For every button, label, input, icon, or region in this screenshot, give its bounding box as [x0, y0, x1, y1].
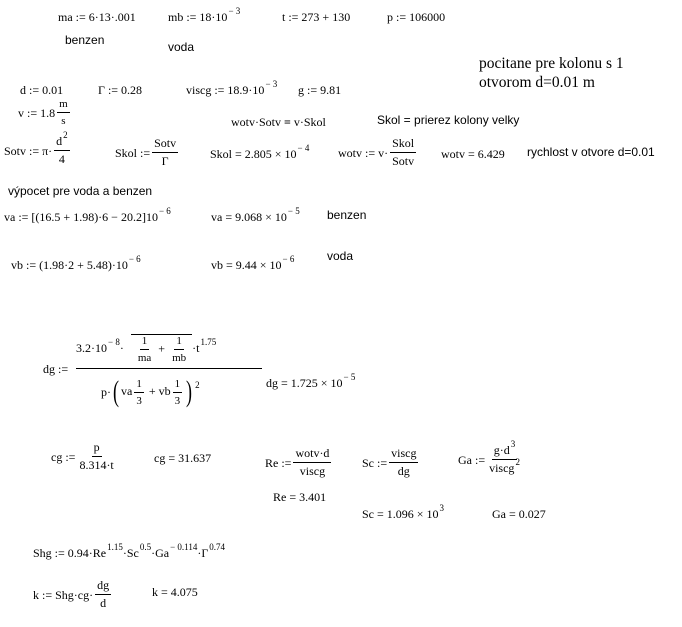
- sc-num: viscg: [389, 447, 418, 463]
- sc-den: dg: [397, 464, 410, 479]
- dg-res-text: dg = 1.725 × 10: [266, 376, 343, 390]
- dg-sqrt-b-num: 1: [174, 335, 184, 350]
- note-line1[interactable]: pocitane pre kolonu s 1: [479, 55, 624, 72]
- wotv-lhs: wotv := v·: [338, 145, 389, 160]
- dg-den-exp: 2: [195, 379, 200, 390]
- sotv-definition[interactable]: [4, 130, 72, 167]
- cg-num: p: [92, 441, 102, 457]
- cg-fraction: [77, 441, 115, 472]
- viscg-exponent: − 3: [265, 79, 278, 89]
- dg-den-exp-a-den: 3: [136, 394, 142, 407]
- re-fraction: [293, 447, 331, 478]
- va-def-exp: − 6: [158, 206, 171, 216]
- viscg-definition[interactable]: [186, 79, 278, 97]
- sc-result[interactable]: [362, 503, 445, 521]
- skol-num: Sotv: [152, 137, 178, 153]
- dg-den-rparen: ): [186, 375, 193, 408]
- vb-def-text: vb := (1.98·2 + 5.48)·10: [11, 258, 128, 272]
- dg-sqrt-b-den: mb: [172, 352, 187, 365]
- shg-d-exp: 0.74: [209, 542, 226, 552]
- vb-res-exp: − 6: [282, 254, 295, 264]
- v-unit-fraction: [57, 98, 70, 127]
- dg-result[interactable]: [266, 372, 356, 390]
- va-definition[interactable]: [4, 206, 171, 224]
- sotv-den: 4: [58, 152, 65, 167]
- ga-fraction: [487, 439, 522, 476]
- re-definition[interactable]: [265, 447, 333, 478]
- wotv-result[interactable]: wotv = 6.429: [441, 147, 505, 161]
- wotv-fraction: [390, 137, 416, 168]
- va-result[interactable]: [211, 206, 300, 224]
- shg-a-exp: 1.15: [107, 542, 123, 552]
- wotv-num: Skol: [390, 137, 416, 153]
- re-lhs: Re :=: [265, 455, 292, 470]
- dg-t-part: ·t: [192, 340, 200, 355]
- shg-c: ·Ga: [151, 546, 170, 560]
- dg-denominator: [101, 377, 200, 407]
- ga-den-base: viscg: [489, 461, 515, 476]
- benzen-label[interactable]: benzen: [327, 208, 367, 222]
- cg-lhs: cg :=: [51, 449, 76, 464]
- v-unit-den: s: [61, 115, 66, 128]
- wotv-eq-lhs: wotv·Sotv: [231, 115, 282, 129]
- dg-den-exp-b: [173, 378, 183, 407]
- ga-den-exp: 2: [515, 457, 520, 468]
- dg-den-lparen: (: [113, 375, 119, 408]
- ga-result[interactable]: Ga = 0.027: [492, 507, 546, 521]
- dg-sqrt-a-num: 1: [140, 335, 150, 350]
- skol-res-exp: − 4: [297, 143, 310, 153]
- dg-den-exp-b-num: 1: [173, 378, 183, 393]
- shg-a: Shg := 0.94·Re: [33, 546, 107, 560]
- ga-num-exp: 3: [510, 439, 516, 449]
- sc-lhs: Sc :=: [362, 455, 388, 470]
- va-res-exp: − 5: [287, 206, 300, 216]
- wotv-eq-op: =: [284, 115, 291, 129]
- k-lhs: k := Shg·cg·: [33, 587, 94, 602]
- ga-num-base: g·d: [493, 443, 510, 457]
- skol-fraction: [152, 137, 178, 168]
- cg-definition[interactable]: [51, 441, 118, 472]
- sotv-lhs: Sotv := π·: [4, 143, 53, 158]
- mb-text: mb := 18·10: [168, 10, 228, 24]
- voda-label-top[interactable]: voda: [168, 40, 195, 54]
- shg-b-exp: 0.5: [139, 542, 152, 552]
- dg-sqrt-a-den: ma: [137, 352, 152, 365]
- vb-def-exp: − 6: [128, 254, 141, 264]
- vb-result[interactable]: [211, 254, 295, 272]
- dg-numerator: [76, 334, 216, 364]
- wotv-sotv-equation[interactable]: [231, 116, 326, 128]
- v-unit-num: m: [57, 98, 70, 113]
- skol-result[interactable]: [210, 143, 310, 161]
- viscg-text: viscg := 18.9·10: [186, 83, 265, 97]
- ga-den: [487, 457, 522, 476]
- gamma-definition[interactable]: Γ := 0.28: [98, 83, 143, 97]
- ma-definition[interactable]: ma := 6·13·.001: [58, 10, 136, 24]
- k-num: dg: [95, 579, 111, 595]
- ga-definition[interactable]: [458, 439, 524, 476]
- rychlost-note[interactable]: rychlost v otvore d=0.01: [527, 145, 655, 159]
- sc-res-exp: 3: [439, 503, 445, 513]
- sotv-num-base: d: [56, 134, 63, 148]
- k-result[interactable]: k = 4.075: [152, 585, 198, 599]
- shg-definition[interactable]: [33, 542, 226, 560]
- dg-den-exp-b-den: 3: [174, 394, 181, 407]
- sc-definition[interactable]: [362, 447, 420, 478]
- dg-lhs: dg :=: [43, 362, 69, 376]
- wotv-definition[interactable]: [338, 137, 418, 168]
- mb-definition[interactable]: [168, 6, 241, 24]
- v-definition[interactable]: [18, 98, 72, 127]
- vypocet-label[interactable]: výpocet pre voda a benzen: [8, 184, 153, 198]
- dg-den-va: va: [121, 383, 133, 398]
- dg-sqrt-frac-a: [136, 335, 153, 364]
- wotv-den: Sotv: [392, 154, 415, 169]
- dg-res-exp: − 5: [343, 372, 356, 382]
- voda-label[interactable]: voda: [327, 249, 354, 263]
- dg-num-dot: ·: [119, 340, 124, 355]
- dg-num-coef-exp: − 8: [108, 336, 120, 347]
- sotv-num: [54, 130, 70, 151]
- dg-num-coef: 3.2·10: [76, 340, 107, 355]
- va-res-text: va = 9.068 × 10: [211, 210, 287, 224]
- cg-den: 8.314·t: [79, 458, 114, 473]
- re-result[interactable]: Re = 3.401: [273, 490, 327, 504]
- dg-sqrt: [131, 334, 192, 364]
- shg-c-exp: − 0.114: [170, 542, 198, 552]
- benzen-label-top[interactable]: benzen: [65, 33, 105, 47]
- wotv-eq-rhs: v·Skol: [293, 115, 326, 129]
- skol-den: Γ: [161, 154, 169, 169]
- sc-res-text: Sc = 1.096 × 10: [362, 507, 439, 521]
- re-den: viscg: [299, 464, 326, 479]
- dg-fraction-bar: [76, 368, 262, 369]
- dg-den-p: p·: [101, 385, 111, 399]
- g-definition[interactable]: g := 9.81: [298, 83, 342, 97]
- dg-t-exp: 1.75: [200, 336, 217, 347]
- dg-den-exp-a-num: 1: [134, 378, 144, 393]
- va-def-text: va := [(16.5 + 1.98)·6 − 20.2]10: [4, 210, 158, 224]
- skol-note[interactable]: Skol = prierez kolony velky: [377, 113, 520, 127]
- skol-lhs: Skol :=: [115, 145, 151, 160]
- k-fraction: [95, 579, 111, 610]
- cg-result[interactable]: cg = 31.637: [154, 451, 212, 465]
- dg-definition[interactable]: [43, 330, 283, 430]
- d-definition[interactable]: d := 0.01: [20, 83, 64, 97]
- ga-lhs: Ga :=: [458, 452, 486, 467]
- mb-exponent: − 3: [228, 6, 241, 16]
- skol-definition[interactable]: [115, 137, 180, 168]
- dg-den-plus-vb: + vb: [148, 383, 171, 398]
- p-definition[interactable]: p := 106000: [387, 10, 446, 24]
- vb-definition[interactable]: [11, 254, 141, 272]
- ga-num: [492, 439, 518, 460]
- sc-fraction: [389, 447, 418, 478]
- v-lhs: v := 1.8: [18, 105, 56, 120]
- sotv-num-exp: 2: [63, 130, 68, 140]
- re-num: wotv·d: [293, 447, 331, 463]
- shg-d: ·Γ: [197, 546, 209, 560]
- shg-b: ·Sc: [122, 546, 139, 560]
- k-den: d: [100, 596, 107, 611]
- dg-sqrt-frac-b: [170, 335, 188, 364]
- k-definition[interactable]: [33, 579, 113, 610]
- t-definition[interactable]: t := 273 + 130: [282, 10, 351, 24]
- dg-den-exp-a: [134, 378, 144, 407]
- skol-res-text: Skol = 2.805 × 10: [210, 147, 297, 161]
- sotv-fraction: [54, 130, 70, 167]
- dg-sqrt-plus: +: [158, 341, 166, 356]
- vb-res-text: vb = 9.44 × 10: [211, 258, 282, 272]
- note-line2[interactable]: otvorom d=0.01 m: [479, 74, 595, 91]
